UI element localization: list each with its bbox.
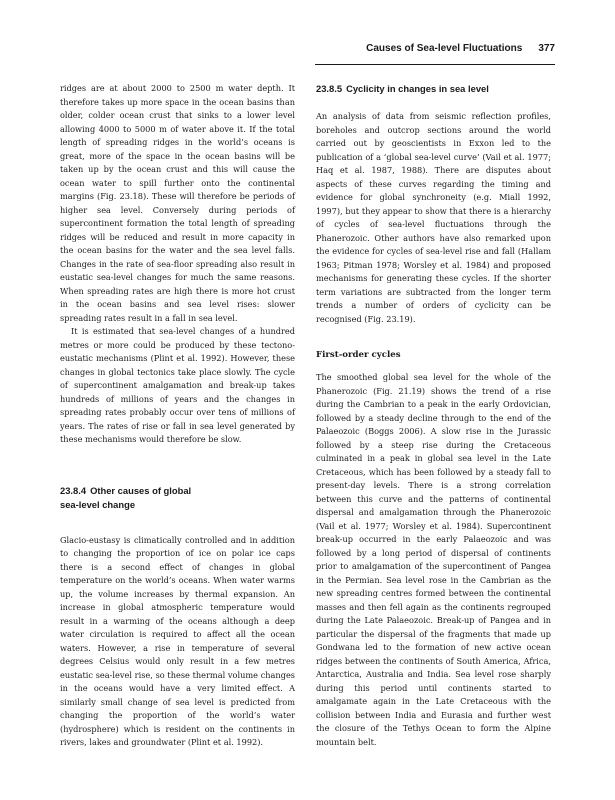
running-title: Causes of Sea-level Fluctuations [366, 43, 523, 54]
left-column [60, 82, 295, 750]
right-column [316, 82, 551, 749]
section-heading-23-8-4 [60, 484, 295, 512]
section-number: 23.8.4 [60, 484, 87, 496]
right-paragraph-2: The smoothed global sea level for the whole of the Phanerozoic (Fig. 21.19) shows the trend of a rise during the Cambrian to a peak in the early Ordovician, followed by a steady decline through to the end of the Palaeozoic (Boggs 2006). A slow rise in the Jurassic followed by a steep rise during the Cretaceous culminated in a peak in global sea level in the Late Cretaceous, which has been followed by a steady fall to present-day levels. There is a strong correlation between this curve and the patterns of continental dispersal and amalgamation through the Phanerozoic (Vail et al. 1977; Worsley et al. 1984). Supercontinent break-up occurred in the early Palaeozoic and was followed by a long period of dispersal of continents prior to amalgamation of the supercontinent of Pangea in the Permian. Sea level rose in the Cambrian as the new spreading centres formed between the continental masses and then fell again as the continents regrouped during the Late Palaeozoic. Break-up of Pangea and in particular the dispersal of the fragments that made up Gondwana led to the formation of new active ocean ridges between the continents of South America, Africa, Antarctica, Australia and India. Sea level rose sharply during this period until continents started to amalgamate again in the Late Cretaceous with the collision between India and Eurasia and further west the closure of the Tethys Ocean to form the Alpine mountain belt. [316, 372, 551, 747]
section-heading-23-8-5 [316, 82, 551, 96]
header-rule [315, 64, 555, 65]
page-number: 377 [538, 43, 555, 54]
left-paragraph-3: Glacio-eustasy is climatically controlled and in addition to changing the proportion of ice on polar ice caps there is a second effect of changes in global temperature on the world’s oceans. When water warms up, the volume increases by thermal expansion. An increase in global atmospheric temperature would result in a warming of the oceans although a deep water circulation is required to affect all the ocean waters. However, a rise in temperature of several degrees Celsius would only result in a few metres eustatic sea-level rise, so these thermal volume changes in the oceans would have a very limited effect. A similarly small change of sea level is predicted from changing the proportion of the world’s water (hydrosphere) which is resident on the continents in rivers, lakes and groundwater (Plint et al. 1992). [60, 534, 295, 747]
section-title-line-2: sea-level change [60, 498, 136, 510]
subsection-heading-first-order-cycles: First-order cycles [316, 350, 401, 360]
right-paragraph-1: An analysis of data from seismic reflection profiles, boreholes and outcrop sections around the world carried out by geoscientists in Exxon led to the publication of a ‘global sea-level curve’ (Vail et al. 1977; Haq et al. 1987, 1988). There are disputes about aspects of these curves regarding the timing and evidence for global synchroneity (e.g. Miall 1992, 1997), but they appear to show that there is a hierarchy of cycles of sea-level fluctuations through the Phanerozoic. Other authors have also remarked upon the evidence for cycles of sea-level rise and fall (Hallam 1963; Pitman 1978; Worsley et al. 1984) and proposed mechanisms for generating these cycles. If the shorter term variations are subtracted from the longer term trends a number of orders of cyclicity can be recognised (Fig. 23.19). [316, 111, 551, 324]
left-paragraph-2: It is estimated that sea-level changes of a hundred metres or more could be produced by these tectono-eustatic mechanisms (Plint et al. 1992). However, these changes in global tectonics take place slowly. The cycle of supercontinent amalgamation and break-up takes hundreds of millions of years and the changes in spreading rates probably occur over tens of millions of years. The rates of rise or fall in sea level generated by these mechanisms would therefore be slow. [60, 326, 295, 444]
left-paragraph-1: ridges are at about 2000 to 2500 m water depth. It therefore takes up more space in the ocean basins than older, colder ocean crust that sinks to a lower level allowing 4000 to 5000 m of water above it. If the total length of spreading ridges in the world’s oceans is great, more of the space in the ocean basins will be taken up by the ocean crust and this will cause the ocean water to spill further onto the continental margins (Fig. 23.18). These will therefore be periods of higher sea level. Conversely during periods of supercontinent formation the total length of spreading ridges will be reduced and result in more capacity in the ocean basins for the water and the sea level falls. Changes in the rate of sea-floor spreading also result in eustatic sea-level changes for much the same reasons. When spreading rates are high there is more hot crust in the ocean basins and sea level rises: slower spreading rates result in a fall in sea level. [60, 83, 295, 323]
running-head [366, 43, 555, 54]
section-title: Cyclicity in changes in sea level [346, 83, 489, 94]
section-title-line-1: Other causes of global [90, 484, 192, 496]
section-number: 23.8.5 [316, 83, 343, 94]
